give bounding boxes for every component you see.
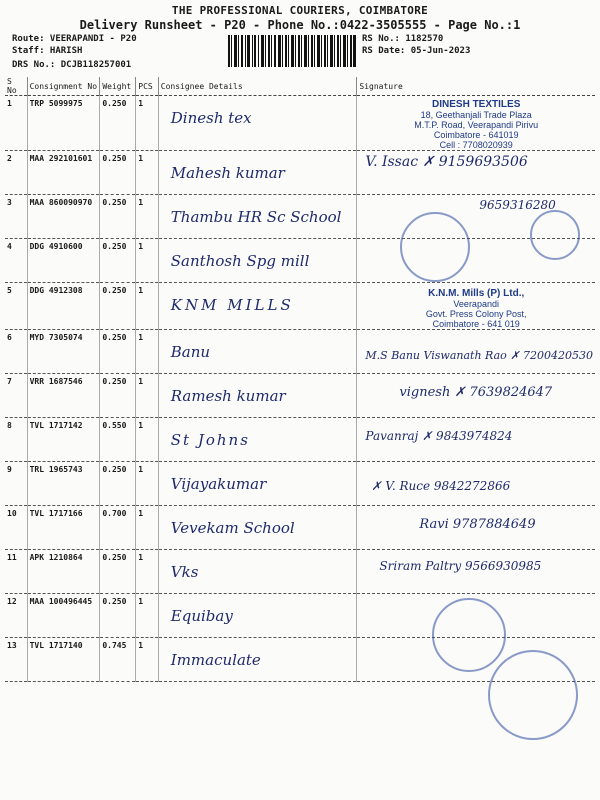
consignee-handwriting: Immaculate bbox=[170, 651, 261, 669]
row-sno: 4 bbox=[5, 239, 27, 283]
row-sno: 9 bbox=[5, 462, 27, 506]
row-consignment: TVL 1717140 bbox=[27, 638, 100, 682]
consignee-handwriting: St Johns bbox=[170, 431, 250, 449]
row-pcs: 1 bbox=[136, 151, 159, 195]
row-consignee bbox=[158, 506, 357, 550]
stamp-name: DINESH TEXTILES bbox=[432, 99, 521, 110]
dinesh-textiles-stamp bbox=[359, 99, 593, 150]
table-row bbox=[5, 96, 595, 151]
stamp-line: Coimbatore - 641 019 bbox=[432, 319, 520, 329]
row-sno: 8 bbox=[5, 418, 27, 462]
stamp-name: K.N.M. Mills (P) Ltd., bbox=[428, 288, 525, 299]
company-title: THE PROFESSIONAL COURIERS, COIMBATORE bbox=[171, 4, 429, 17]
row-pcs: 1 bbox=[136, 638, 159, 682]
row-weight: 0.250 bbox=[100, 462, 136, 506]
seal-round-stamp bbox=[530, 210, 580, 260]
row-consignee bbox=[158, 594, 357, 638]
stamp-line: Veerapandi bbox=[453, 299, 499, 309]
row-pcs: 1 bbox=[136, 506, 159, 550]
runsheet-subtitle: Delivery Runsheet - P20 - Phone No.:0422-3505555 - Page No.:1 bbox=[79, 18, 521, 32]
equibay-round-stamp bbox=[432, 598, 506, 672]
consignee-handwriting: Dinesh tex bbox=[170, 109, 252, 127]
row-sno: 6 bbox=[5, 330, 27, 374]
consignee-handwriting: Equibay bbox=[170, 607, 233, 625]
consignee-handwriting: Ramesh kumar bbox=[170, 387, 286, 405]
row-sno: 7 bbox=[5, 374, 27, 418]
table-row bbox=[5, 283, 595, 330]
row-weight: 0.250 bbox=[100, 239, 136, 283]
rs-date: RS Date: 05-Jun-2023 bbox=[362, 46, 471, 56]
row-sno: 10 bbox=[5, 506, 27, 550]
row-consignment: MAA 100496445 bbox=[27, 594, 100, 638]
consignee-handwriting: Mahesh kumar bbox=[170, 164, 285, 182]
row-weight: 0.550 bbox=[100, 418, 136, 462]
row-pcs: 1 bbox=[136, 374, 159, 418]
row-consignment: APK 1210864 bbox=[27, 550, 100, 594]
row-consignee bbox=[158, 239, 357, 283]
signature-handwriting: Pavanraj ✗ 9843974824 bbox=[365, 429, 513, 443]
row-consignment: TRP 5099975 bbox=[27, 96, 100, 151]
stamp-line: Cell : 7708020939 bbox=[439, 140, 513, 150]
row-signature bbox=[357, 506, 595, 550]
row-pcs: 1 bbox=[136, 330, 159, 374]
row-consignment: MAA 860090970 bbox=[27, 195, 100, 239]
row-weight: 0.250 bbox=[100, 96, 136, 151]
signature-handwriting: vignesh ✗ 7639824647 bbox=[399, 385, 553, 400]
row-sno: 13 bbox=[5, 638, 27, 682]
stamp-line: M.T.P. Road, Veerapandi Pirivu bbox=[414, 120, 539, 130]
row-signature bbox=[357, 374, 595, 418]
row-consignee bbox=[158, 195, 357, 239]
row-consignee bbox=[158, 462, 357, 506]
row-consignment: VRR 1687546 bbox=[27, 374, 100, 418]
row-weight: 0.250 bbox=[100, 283, 136, 330]
row-weight: 0.250 bbox=[100, 550, 136, 594]
row-sno: 12 bbox=[5, 594, 27, 638]
row-sno: 2 bbox=[5, 151, 27, 195]
table-row bbox=[5, 550, 595, 594]
row-pcs: 1 bbox=[136, 418, 159, 462]
row-consignment: TVL 1717166 bbox=[27, 506, 100, 550]
staff-label: Staff: HARISH bbox=[12, 46, 83, 56]
immaculate-round-stamp bbox=[488, 650, 578, 740]
row-consignment: MYD 7305074 bbox=[27, 330, 100, 374]
col-sno: S No bbox=[5, 77, 27, 96]
row-sno: 11 bbox=[5, 550, 27, 594]
signature-handwriting: V. Issac ✗ 9159693506 bbox=[365, 154, 528, 170]
row-weight: 0.250 bbox=[100, 374, 136, 418]
signature-handwriting: 9659316280 bbox=[479, 198, 556, 212]
row-pcs: 1 bbox=[136, 239, 159, 283]
table-row bbox=[5, 594, 595, 638]
drs-barcode bbox=[228, 35, 356, 67]
rs-number: RS No.: 1182570 bbox=[362, 34, 444, 44]
drs-number: DRS No.: DCJB118257001 bbox=[12, 60, 132, 70]
stamp-line: Coimbatore - 641019 bbox=[433, 130, 519, 140]
row-signature bbox=[357, 418, 595, 462]
row-signature bbox=[357, 550, 595, 594]
consignee-handwriting: Banu bbox=[170, 343, 211, 361]
school-round-stamp bbox=[400, 212, 470, 282]
table-row bbox=[5, 418, 595, 462]
knm-mills-stamp bbox=[359, 286, 593, 329]
row-signature bbox=[357, 96, 595, 151]
col-consignment: Consignment No bbox=[27, 77, 100, 96]
row-signature bbox=[357, 462, 595, 506]
row-consignee bbox=[158, 550, 357, 594]
row-pcs: 1 bbox=[136, 594, 159, 638]
table-row bbox=[5, 151, 595, 195]
row-weight: 0.745 bbox=[100, 638, 136, 682]
table-header-row bbox=[5, 77, 595, 96]
consignee-handwriting: Santhosh Spg mill bbox=[170, 252, 310, 270]
row-consignment: MAA 292101601 bbox=[27, 151, 100, 195]
row-weight: 0.250 bbox=[100, 151, 136, 195]
signature-handwriting: Sriram Paltry 9566930985 bbox=[379, 559, 542, 573]
row-consignee bbox=[158, 418, 357, 462]
row-consignee bbox=[158, 330, 357, 374]
row-pcs: 1 bbox=[136, 550, 159, 594]
row-consignment: TRL 1965743 bbox=[27, 462, 100, 506]
row-consignee bbox=[158, 638, 357, 682]
col-consignee: Consignee Details bbox=[158, 77, 357, 96]
row-consignment: DDG 4912308 bbox=[27, 283, 100, 330]
table-row bbox=[5, 330, 595, 374]
row-sno: 3 bbox=[5, 195, 27, 239]
consignee-handwriting: Vks bbox=[170, 563, 199, 581]
consignee-handwriting: Thambu HR Sc School bbox=[170, 208, 342, 226]
stamp-line: Govt. Press Colony Post, bbox=[425, 309, 527, 319]
row-weight: 0.250 bbox=[100, 594, 136, 638]
row-consignment: DDG 4910600 bbox=[27, 239, 100, 283]
row-consignment: TVL 1717142 bbox=[27, 418, 100, 462]
route-label: Route: VEERAPANDI - P20 bbox=[12, 34, 137, 44]
row-pcs: 1 bbox=[136, 195, 159, 239]
stamp-line: 18, Geethanjali Trade Plaza bbox=[420, 110, 532, 120]
row-weight: 0.250 bbox=[100, 330, 136, 374]
table-row bbox=[5, 239, 595, 283]
row-pcs: 1 bbox=[136, 96, 159, 151]
row-weight: 0.250 bbox=[100, 195, 136, 239]
runsheet-table bbox=[5, 77, 595, 682]
col-weight: Weight bbox=[100, 77, 136, 96]
row-consignee bbox=[158, 96, 357, 151]
table-row bbox=[5, 506, 595, 550]
row-consignee bbox=[158, 283, 357, 330]
consignee-handwriting: Vevekam School bbox=[170, 519, 295, 537]
signature-handwriting: ✗ V. Ruce 9842272866 bbox=[371, 479, 511, 493]
signature-handwriting: M.S Banu Viswanath Rao ✗ 7200420530 bbox=[365, 349, 593, 362]
row-signature bbox=[357, 283, 595, 330]
consignee-handwriting: Vijayakumar bbox=[170, 475, 267, 493]
table-row bbox=[5, 374, 595, 418]
consignee-handwriting: KNM MILLS bbox=[170, 296, 294, 314]
row-signature bbox=[357, 151, 595, 195]
row-sno: 5 bbox=[5, 283, 27, 330]
row-pcs: 1 bbox=[136, 462, 159, 506]
table-row bbox=[5, 462, 595, 506]
table-row bbox=[5, 195, 595, 239]
signature-handwriting: Ravi 9787884649 bbox=[419, 517, 536, 532]
row-weight: 0.700 bbox=[100, 506, 136, 550]
row-consignee bbox=[158, 374, 357, 418]
row-consignee bbox=[158, 151, 357, 195]
row-pcs: 1 bbox=[136, 283, 159, 330]
row-signature bbox=[357, 330, 595, 374]
row-sno: 1 bbox=[5, 96, 27, 151]
col-signature: Signature bbox=[357, 77, 595, 96]
col-pcs: PCS bbox=[136, 77, 159, 96]
